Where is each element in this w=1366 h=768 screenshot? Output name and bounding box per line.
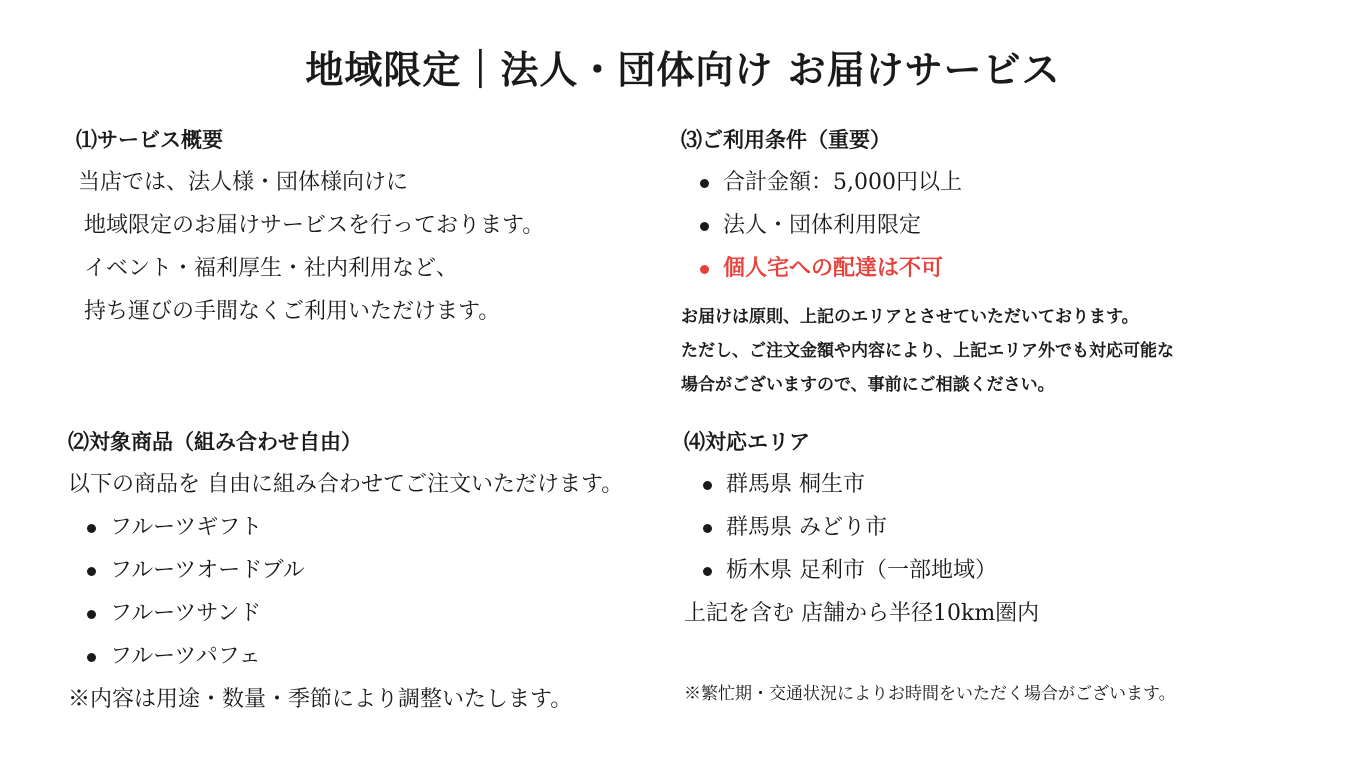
bullet-icon <box>703 481 712 490</box>
product-label: フルーツオードブル <box>110 558 305 583</box>
list-item-alert <box>681 247 1174 290</box>
page-title: 地域限定｜法人・団体向け お届けサービス <box>305 47 1061 92</box>
conditions-notes <box>681 300 1174 402</box>
conditions-note-line: 場合がございますので、事前にご相談ください。 <box>681 375 1055 395</box>
list-item <box>684 549 1176 592</box>
bullet-icon <box>700 179 709 188</box>
products-list <box>68 506 623 678</box>
bullet-icon <box>87 610 96 619</box>
area-section <box>684 427 1176 709</box>
products-intro: 以下の商品を 自由に組み合わせてご注文いただけます。 <box>68 472 624 497</box>
bullet-icon <box>703 567 712 576</box>
conditions-list <box>681 161 1174 290</box>
area-radius: 上記を含む 店舗から半径10km圏内 <box>684 601 1040 626</box>
overview-heading: ⑴サービス概要 <box>76 127 223 152</box>
condition-label: 個人宅への配達は不可 <box>723 255 944 281</box>
conditions-heading: ⑶ご利用条件（重要） <box>681 127 891 152</box>
bullet-icon <box>87 653 96 662</box>
area-list <box>684 463 1176 592</box>
area-label: 栃木県 足利市（一部地域） <box>726 558 997 583</box>
product-label: フルーツギフト <box>110 515 263 540</box>
list-item <box>68 506 623 549</box>
overview-line: イベント・福利厚生・社内利用など、 <box>84 256 459 281</box>
overview-line: 当店では、法人様・団体様向けに <box>78 170 409 195</box>
bullet-icon <box>700 265 709 274</box>
list-item <box>684 463 1176 506</box>
conditions-section <box>681 125 1174 402</box>
product-label: フルーツパフェ <box>110 644 261 669</box>
bullet-icon <box>87 567 96 576</box>
condition-label: 合計金額：5,000円以上 <box>723 170 962 195</box>
list-item <box>68 635 623 678</box>
product-label: フルーツサンド <box>110 601 262 626</box>
products-heading: ⑵対象商品（組み合わせ自由） <box>68 429 362 454</box>
overview-line: 持ち運びの手間なくご利用いただけます。 <box>84 299 501 324</box>
list-item <box>68 592 623 635</box>
list-item <box>681 204 1174 247</box>
list-item <box>68 549 623 592</box>
conditions-note-line: ただし、ご注文金額や内容により、上記エリア外でも対応可能な <box>681 341 1174 361</box>
products-section <box>68 427 623 721</box>
list-item <box>684 506 1176 549</box>
condition-label: 法人・団体利用限定 <box>723 213 922 238</box>
bullet-icon <box>87 524 96 533</box>
bullet-icon <box>703 524 712 533</box>
conditions-note-line: お届けは原則、上記のエリアとさせていただいております。 <box>681 307 1139 327</box>
list-item <box>681 161 1174 204</box>
area-heading: ⑷対応エリア <box>684 429 810 454</box>
overview-line: 地域限定のお届けサービスを行っております。 <box>84 213 545 238</box>
area-label: 群馬県 桐生市 <box>726 472 865 497</box>
area-label: 群馬県 みどり市 <box>726 515 887 540</box>
overview-section <box>76 125 544 333</box>
products-note: ※内容は用途・数量・季節により調整いたします。 <box>68 687 573 712</box>
bullet-icon <box>700 222 709 231</box>
area-note: ※繁忙期・交通状況によりお時間をいただく場合がございます。 <box>684 684 1176 704</box>
